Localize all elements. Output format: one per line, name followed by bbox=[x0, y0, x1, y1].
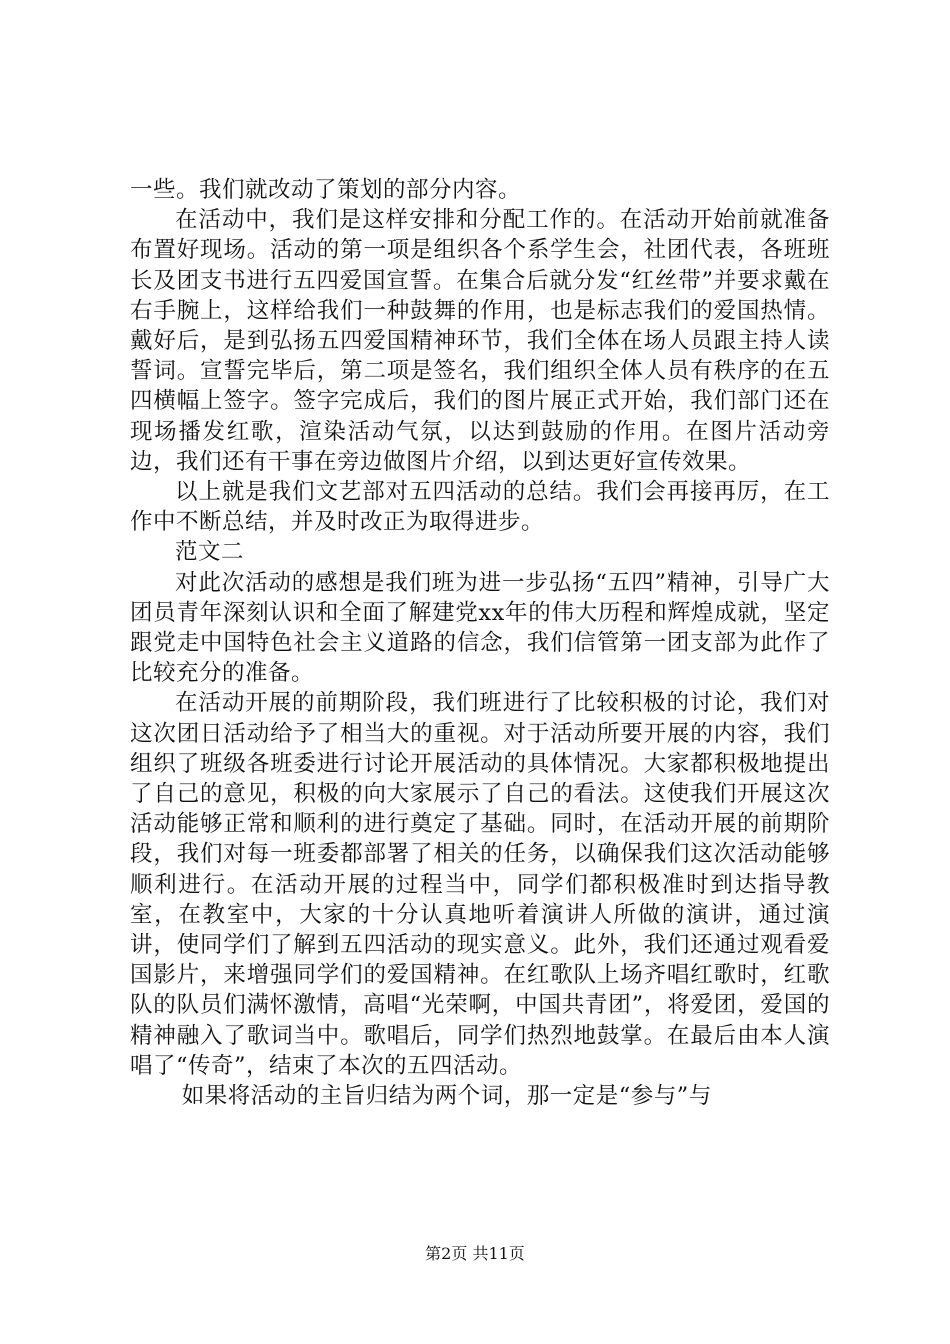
paragraph-summary: 以上就是我们文艺部对五四活动的总结。我们会再接再厉，在工作中不断总结，并及时改正为取得进步。 bbox=[130, 479, 830, 536]
paragraph-continuation: 一些。我们就改动了策划的部分内容。 bbox=[130, 177, 522, 203]
document-body bbox=[130, 175, 830, 1111]
paragraph-reflection: 对此次活动的感想是我们班为进一步弘扬“五四”精神，引导广大团员青年深刻认识和全面了解建党xx年的伟大历程和辉煌成就，坚定跟党走中国特色社会主义道路的信念，我们信管第一团支部为此作了比较充分的准备。 bbox=[130, 569, 830, 687]
paragraph-theme: 如果将活动的主旨归结为两个词，那一定是“参与”与 bbox=[181, 1083, 712, 1110]
section-heading: 范文二 bbox=[175, 539, 245, 566]
paragraph-activity-process: 在活动开展的前期阶段，我们班进行了比较积极的讨论，我们对这次团日活动给予了相当大的重视。对于活动所要开展的内容，我们组织了班级各班委进行讨论开展活动的具体情况。大家都积极地提出了自己的意见，积极的向大家展示了自己的看法。这使我们开展这次活动能够正常和顺利的进行奠定了基础。同时，在活动开展的前期阶段，我们对每一班委都部署了相关的任务，以确保我们这次活动能够顺利进行。在活动开展的过程当中，同学们都积极准时到达指导教室，在教室中，大家的十分认真地听着演讲人所做的演讲，通过演讲，使同学们了解到五四活动的现实意义。此外，我们还通过观看爱国影片，来增强同学们的爱国精神。在红歌队上场齐唱红歌时，红歌队的队员们满怀激情，高唱“光荣啊，中国共青团”，将爱团，爱国的精神融入了歌词当中。歌唱后，同学们热烈地鼓掌。在最后由本人演唱了“传奇”，结束了本次的五四活动。 bbox=[130, 690, 830, 1079]
paragraph-work-arrangement: 在活动中，我们是这样安排和分配工作的。在活动开始前就准备布置好现场。活动的第一项是组织各个系学生会，社团代表，各班班长及团支书进行五四爱国宣誓。在集合后就分发“红丝带”并要求戴在右手腕上，这样给我们一种鼓舞的作用，也是标志我们的爱国热情。戴好后，是到弘扬五四爱国精神环节，我们全体在场人员跟主持人读誓词。宣誓完毕后，第二项是签名，我们组织全体人员有秩序的在五四横幅上签字。签字完成后，我们的图片展正式开始，我们部门还在现场播发红歌，渲染活动气氛，以达到鼓励的作用。在图片活动旁边，我们还有干事在旁边做图片介绍，以到达更好宣传效果。 bbox=[130, 207, 830, 475]
page-number-footer: 第2页 共11页 bbox=[425, 1244, 525, 1263]
